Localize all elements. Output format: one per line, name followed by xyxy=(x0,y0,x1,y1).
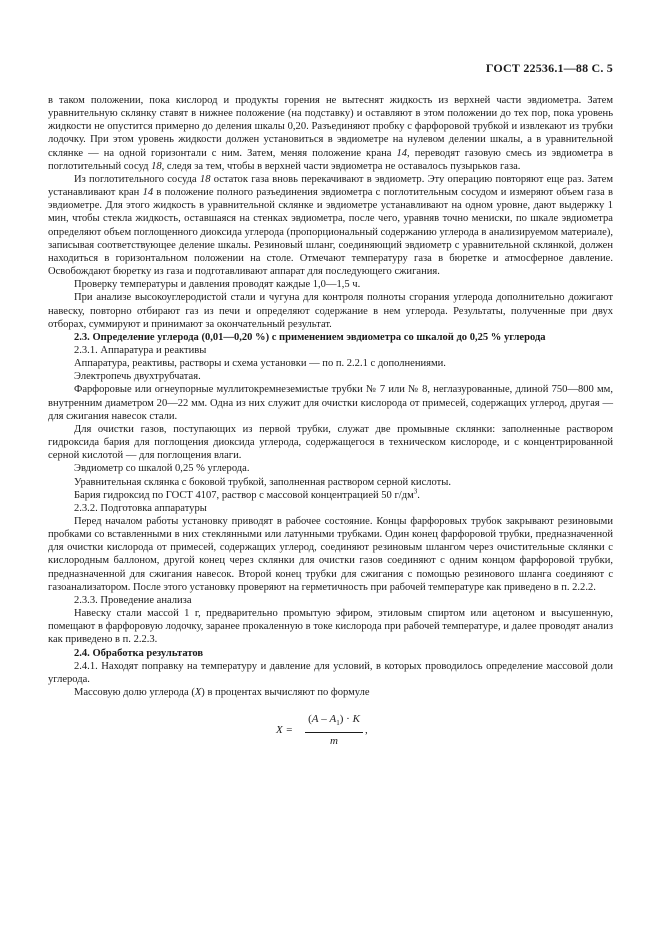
paragraph: 2.3.3. Проведение анализа xyxy=(74,594,192,606)
paragraph: Из поглотительного сосуда 18 остаток газа вновь перекачивают в эвдиометр. Эту операцию повторяют еще раз. Затем устанавливают кран 14 в положение полного разъединения эвдиометра с поглотительным сосудом и измеряют объем газа в эвдиометре. Для этого жидкость в уравнительной склянке и эвдиометре устанавливают на одном уровне, дают выдержку 1 мин, чтобы стекла жидкость, оставшаяся на стенках эвдиометра, после чего, уравняв точно мениски, по шкале эвдиометра определяют объем поглощенного диоксида углерода (пропорциональный содержанию углерода в анализируемом материале), записывая соответствующее деление шкалы. Резиновый шланг, соединяющий эвдиометр с уравнительной склянкой, должен находиться в горизонтальном положении на столе. Отмечают температуру газа в бюретке и атмосферное давление. Освобождают бюретку из газа и подготавливают аппарат для последующего сжигания. xyxy=(48,173,613,278)
paragraph: Аппаратура, реактивы, растворы и схема установки — по п. 2.2.1 с дополнениями. xyxy=(74,358,446,370)
paragraph: Фарфоровые или огнеупорные муллитокремнеземистые трубки № 7 или № 8, неглазурованные, длиной 750—800 мм, внутренним диаметром 20—22 мм. Одна из них служит для очистки кислорода от примесей, содержащих углерод, другая — для сжигания навесок стали. xyxy=(48,384,613,422)
document-body xyxy=(48,94,613,751)
formula-denominator: m xyxy=(330,734,338,747)
paragraph: Уравнительная склянка с боковой трубкой, заполненная раствором серной кислоты. xyxy=(74,476,451,488)
paragraph: Для очистки газов, поступающих из первой трубки, служат две промывные склянки: заполненные раствором гидроксида бария для поглощения диоксида углерода, содержащегося в техническом кислороде, и с концентрированной серной кислотой — для поглощения влаги. xyxy=(48,423,613,462)
paragraph: 2.4. Обработка результатов xyxy=(74,647,204,659)
formula-trail: , xyxy=(365,724,368,737)
formula xyxy=(48,713,613,751)
paragraph: Эвдиометр со шкалой 0,25 % углерода. xyxy=(74,463,250,475)
paragraph: Бария гидроксид по ГОСТ 4107, раствор с массовой концентрацией 50 $г/дм^3$. xyxy=(74,487,420,501)
paragraph: Массовую долю углерода (X) в процентах вычисляют по формуле xyxy=(74,687,370,699)
paragraph: в таком положении, пока кислород и продукты горения не вытеснят жидкость из верхней части эвдиометра. Затем уравнительную склянку ставят в нижнее положение (на подставку) и оставляют в этом положении до тех пор, пока уровень жидкости не опустится примерно до деления шкалы 0,20. Разъединяют пробку с фарфоровой трубкой и извлекают из трубки лодочку. При этом уровень жидкости должен установиться в эвдиометре на нулевом делении шкалы, а в уравнительной склянке — на одной горизонтали с ним. Затем, меняя положение крана 14, переводят газовую смесь из эвдиометра в поглотительный сосуд 18, следя за тем, чтобы в верхней части эвдиометра не оставалось пузырьков газа. xyxy=(48,95,613,172)
document-page xyxy=(48,0,613,936)
page-header: ГОСТ 22536.1—88 С. 5 xyxy=(485,61,613,75)
paragraph: 2.4.1. Находят поправку на температуру и давление для условий, в которых проводилось определение массовой доли углерода. xyxy=(48,660,613,685)
paragraph: Перед началом работы установку приводят в рабочее состояние. Концы фарфоровых трубок закрывают резиновыми пробками со вставленными в них стеклянными или латунными трубками. Один конец фарфоровой трубки, предназначенной для очистки кислорода от примесей, содержащих углерод, соединяют резиновым шлангом через очистительные склянки с кислородным баллоном, другой конец через склянки для очистки газов соединяют с одним концом фарфоровой трубки, предназначенной для сжигания навесок. Второй конец трубки для сжигания с помощью резинового шланга соединяют с газоанализатором. После этого установку проверяют на герметичность при рабочей температуре как приведено в п. 2.2.2. xyxy=(48,516,613,593)
formula-lhs: X = xyxy=(276,724,293,737)
paragraph: При анализе высокоуглеродистой стали и чугуна для контроля полноты сгорания углерода дополнительно дожигают навеску, повторно отбирают газ из печи и определяют содержание в нем углерода. Результаты, полученные при двух отборах, суммируют и принимают за окончательный результат. xyxy=(48,292,613,330)
formula-numerator: $(A - A_1) \cdot K$ xyxy=(305,713,363,732)
paragraph: Проверку температуры и давления проводят каждые 1,0—1,5 ч. xyxy=(74,279,361,291)
paragraph: 2.3. Определение углерода (0,01—0,20 %) с применением эвдиометра со шкалой до 0,25 % углерода xyxy=(74,331,546,343)
paragraph: Навеску стали массой 1 г, предварительно промытую эфиром, этиловым спиртом или ацетоном и высушенную, помещают в фарфоровую лодочку, заранее прокаленную в токе кислорода при рабочей температуре, и далее проводят анализ как приведено в п. 2.2.3. xyxy=(48,608,613,646)
formula-fraction xyxy=(305,713,363,748)
paragraph: 2.3.2. Подготовка аппаратуры xyxy=(74,502,207,514)
paragraph: 2.3.1. Аппаратура и реактивы xyxy=(74,344,207,356)
paragraph: Электропечь двухтрубчатая. xyxy=(74,371,201,383)
paragraph-list xyxy=(48,94,613,699)
